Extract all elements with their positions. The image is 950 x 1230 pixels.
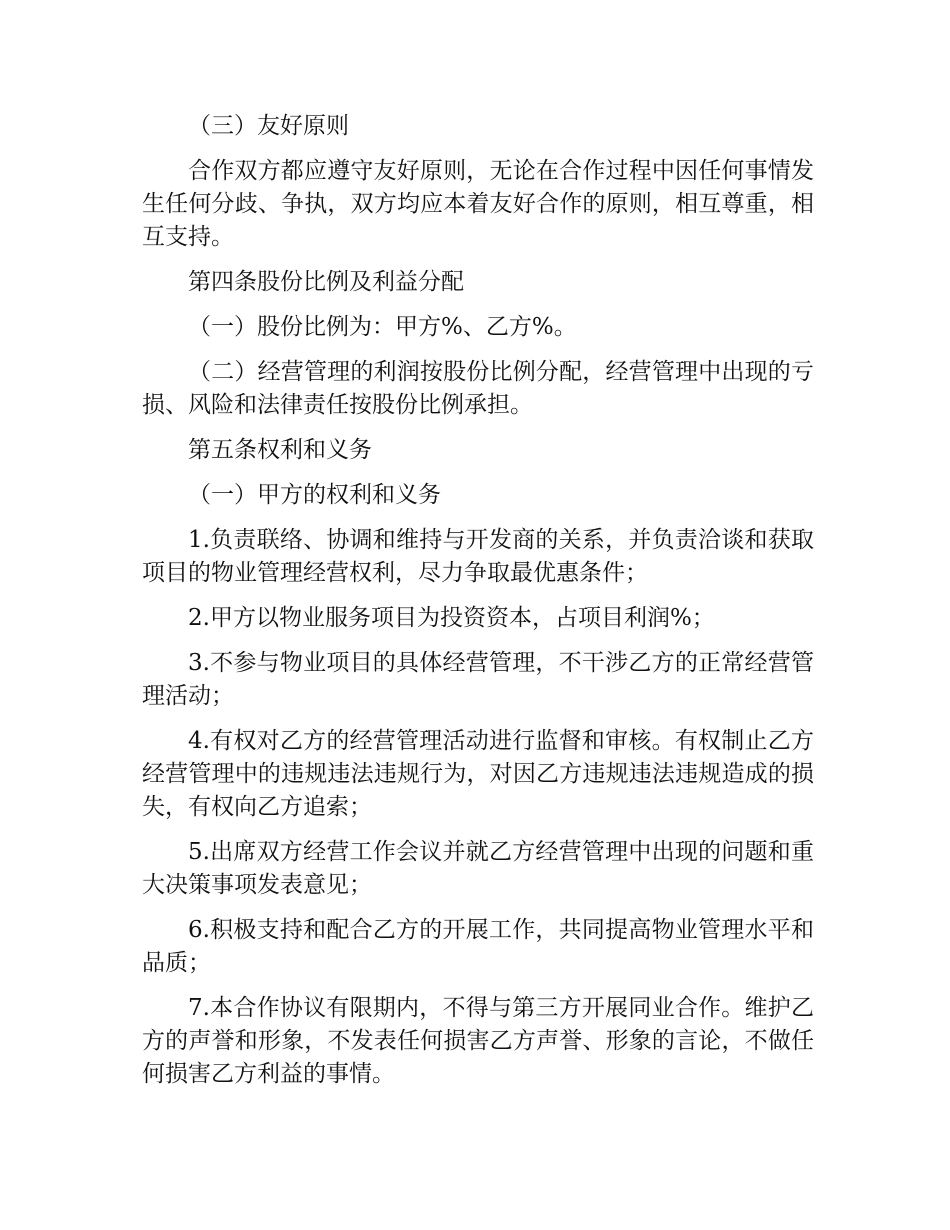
document-page	[142, 110, 814, 1103]
section-heading-friendly-principle: （三）友好原则	[188, 113, 349, 139]
list-item-1: 1.负责联络、协调和维持与开发商的关系，并负责洽谈和获取项目的物业管理经营权利，尽力争取最优惠条件；	[142, 527, 814, 586]
list-item-7: 7.本合作协议有限期内，不得与第三方开展同业合作。维护乙方的声誉和形象，不发表任何损害乙方声誉、形象的言论，不做任何损害乙方利益的事情。	[142, 995, 814, 1087]
list-item-5: 5.出席双方经营工作会议并就乙方经营管理中出现的问题和重大决策事项发表意见；	[142, 839, 814, 898]
section-heading-party-a-rights: （一）甲方的权利和义务	[188, 482, 441, 508]
paragraph-friendly-principle-body: 合作双方都应遵守友好原则，无论在合作过程中因任何事情发生任何分歧、争执，双方均应本着友好合作的原则，相互尊重，相互支持。	[142, 158, 814, 250]
list-item-6: 6.积极支持和配合乙方的开展工作，共同提高物业管理水平和品质；	[142, 917, 814, 976]
article-heading-4: 第四条股份比例及利益分配	[188, 269, 464, 295]
paragraph-share-ratio: （一）股份比例为：甲方%、乙方%。	[188, 314, 577, 340]
list-item-2: 2.甲方以物业服务项目为投资资本，占项目利润%；	[188, 605, 715, 631]
list-item-3: 3.不参与物业项目的具体经营管理，不干涉乙方的正常经营管理活动；	[142, 650, 814, 709]
article-heading-5: 第五条权利和义务	[188, 437, 372, 463]
paragraph-profit-distribution: （二）经营管理的利润按股份比例分配，经营管理中出现的亏损、风险和法律责任按股份比例承担。	[142, 359, 814, 418]
list-item-4: 4.有权对乙方的经营管理活动进行监督和审核。有权制止乙方经营管理中的违规违法违规行为，对因乙方违规违法违规造成的损失，有权向乙方追索；	[142, 728, 814, 820]
